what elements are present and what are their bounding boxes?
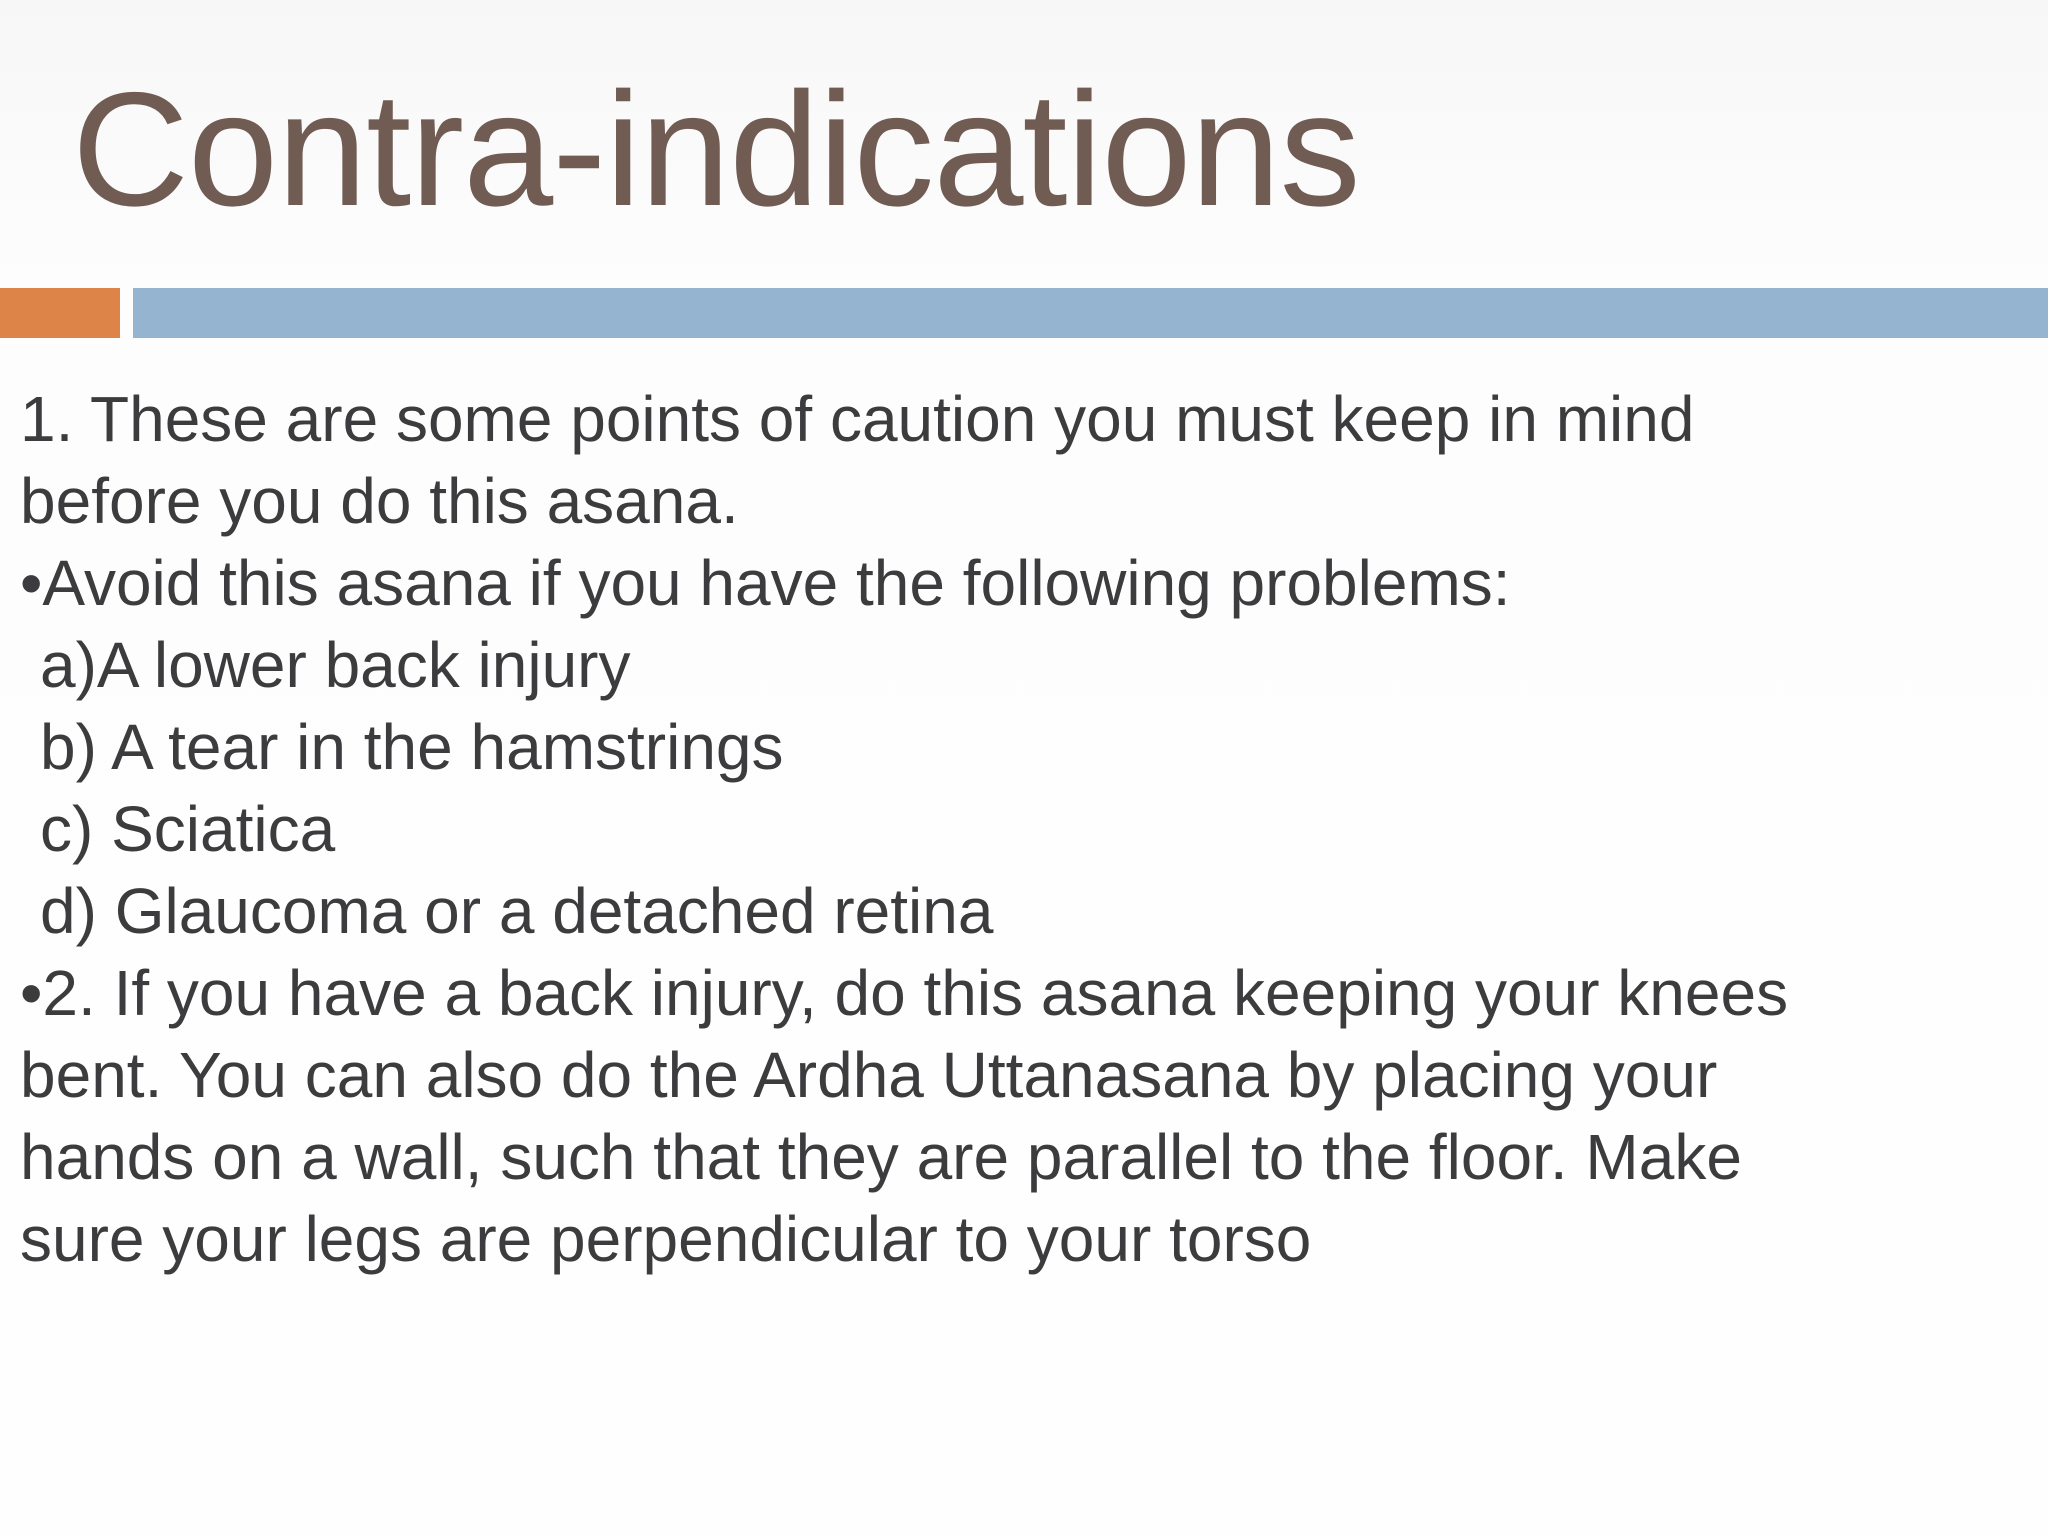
body-line: bent. You can also do the Ardha Uttanasana by placing your: [20, 1039, 1718, 1111]
accent-bar-blue: [133, 288, 2048, 338]
accent-bar-orange: [0, 288, 120, 338]
bullet-back-injury: •2. If you have a back injury, do this asana keeping your knees: [20, 957, 1789, 1029]
list-item-d: d) Glaucoma or a detached retina: [40, 875, 994, 947]
slide-body: [20, 378, 2010, 1280]
list-item-c: c) Sciatica: [40, 793, 336, 865]
body-line: hands on a wall, such that they are parallel to the floor. Make: [20, 1121, 1742, 1193]
list-item-b: b) A tear in the hamstrings: [40, 711, 784, 783]
body-line: 1. These are some points of caution you must keep in mind: [20, 383, 1695, 455]
body-line: before you do this asana.: [20, 465, 739, 537]
body-line: sure your legs are perpendicular to your torso: [20, 1203, 1312, 1275]
bullet-avoid: •Avoid this asana if you have the following problems:: [20, 547, 1511, 619]
slide-title: Contra-indications: [72, 59, 1360, 240]
list-item-a: a)A lower back injury: [40, 629, 631, 701]
